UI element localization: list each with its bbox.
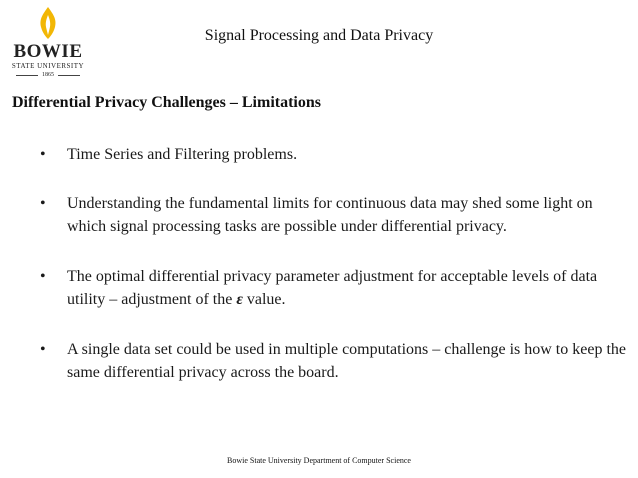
- bullet-dot: •: [40, 341, 46, 358]
- bullet-text-after: value.: [246, 291, 286, 308]
- bullet-text-before: The optimal differential privacy parameter adjustment for acceptable levels of data utility – adjustment of the: [67, 268, 598, 308]
- bullet-list: [40, 143, 628, 411]
- logo-subtitle: STATE UNIVERSITY: [11, 62, 85, 70]
- bullet-dot: •: [40, 195, 46, 212]
- bullet-text: Time Series and Filtering problems.: [67, 146, 298, 163]
- bullet-text: A single data set could be used in multiple computations – challenge is how to keep the same differential privacy across the board.: [67, 341, 626, 381]
- bullet-item: [40, 265, 628, 311]
- bullet-item: [40, 338, 628, 384]
- bullet-dot: •: [40, 268, 46, 285]
- logo-name: BOWIE: [13, 41, 83, 62]
- header-title: Signal Processing and Data Privacy: [204, 27, 434, 44]
- epsilon-symbol: ε: [236, 291, 243, 308]
- logo-year: 1865: [42, 72, 54, 78]
- footer-text: Bowie State University Department of Computer Science: [227, 456, 411, 465]
- bullet-item: [40, 192, 628, 238]
- divider: [58, 75, 80, 76]
- bullet-dot: •: [40, 146, 46, 163]
- bullet-text: Understanding the fundamental limits for continuous data may shed some light on which signal processing tasks are possible under differential privacy.: [67, 195, 593, 235]
- divider: [16, 75, 38, 76]
- logo-year-row: [12, 71, 84, 79]
- bullet-item: [40, 143, 628, 166]
- slide-title: Differential Privacy Challenges – Limitations: [12, 94, 321, 111]
